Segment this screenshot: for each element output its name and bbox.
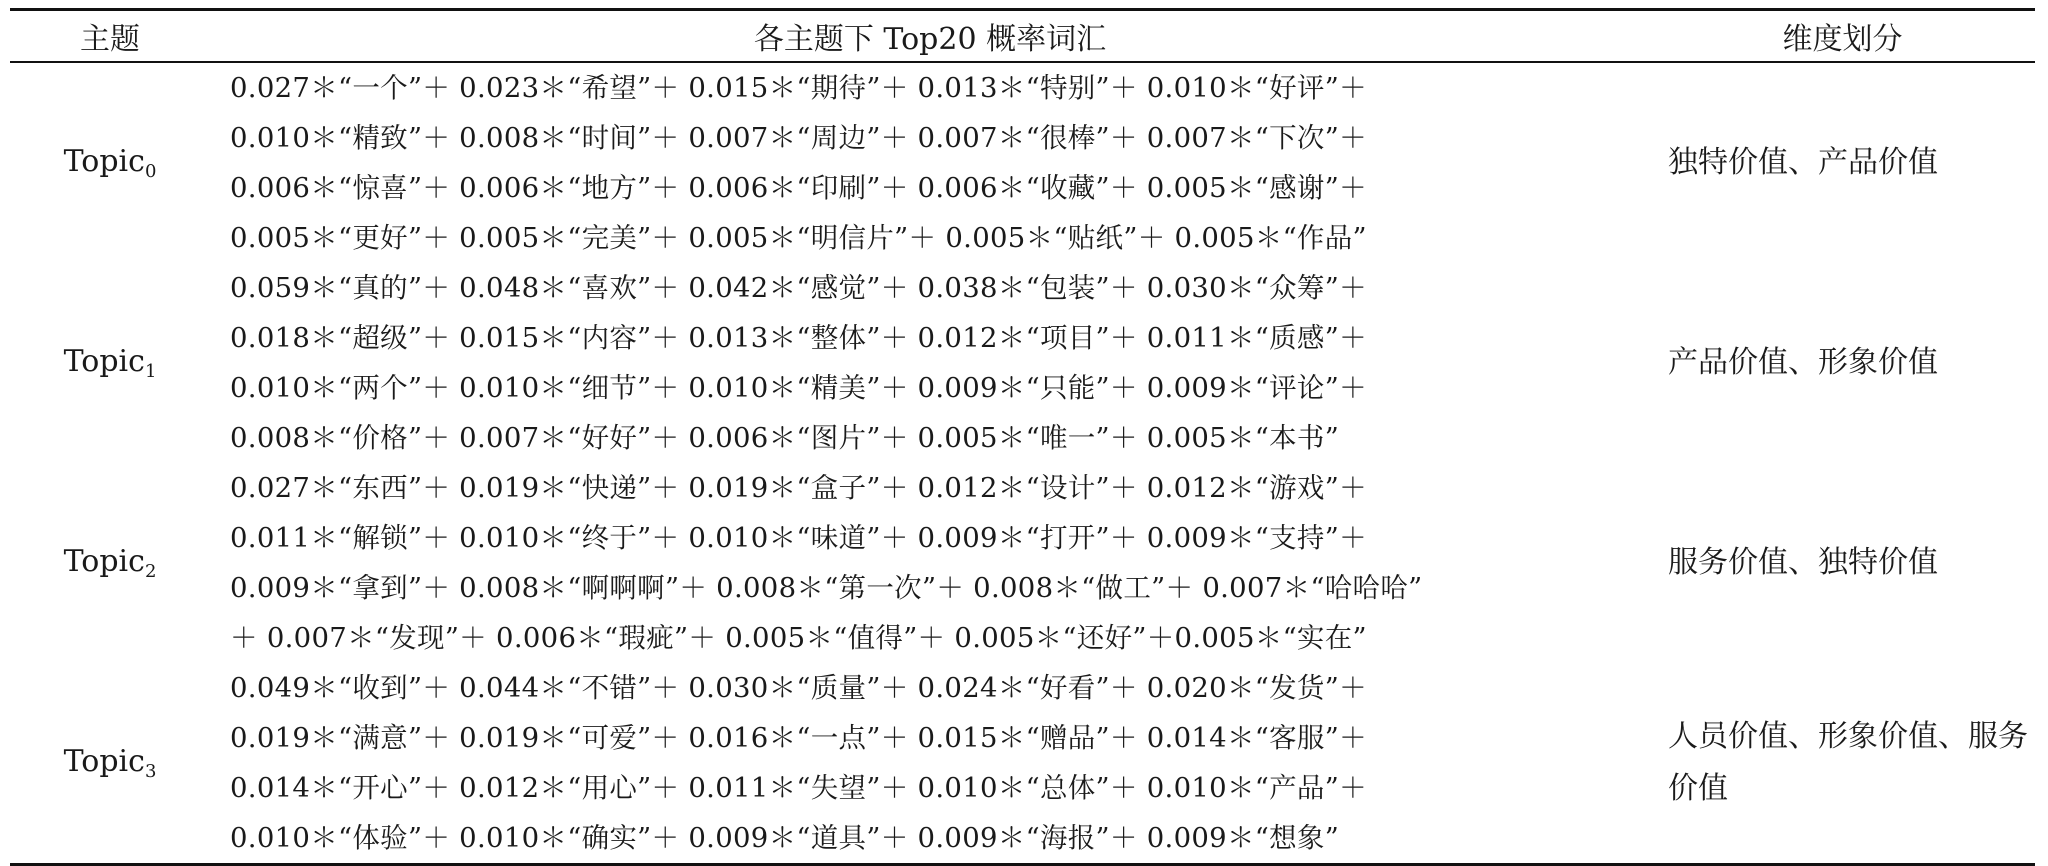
word-line: 0.006＊“惊喜”＋ 0.006＊“地方”＋ 0.006＊“印刷”＋ 0.006＊“收藏”＋ 0.005＊“感谢”＋ (230, 172, 1367, 204)
topic-words (210, 263, 1650, 463)
word-line: 0.008＊“价格”＋ 0.007＊“好好”＋ 0.006＊“图片”＋ 0.005＊“唯一”＋ 0.005＊“本书” (230, 422, 1340, 454)
topic-label (10, 544, 210, 582)
word-line: 0.014＊“开心”＋ 0.012＊“用心”＋ 0.011＊“失望”＋ 0.010＊“总体”＋ 0.010＊“产品”＋ (230, 772, 1367, 804)
topic-name: Topic (63, 544, 145, 579)
topic-label (10, 144, 210, 182)
topic-index: 2 (144, 561, 157, 582)
word-line: 0.010＊“精致”＋ 0.008＊“时间”＋ 0.007＊“周边”＋ 0.007＊“很棒”＋ 0.007＊“下次”＋ (230, 122, 1367, 154)
word-line: 0.059＊“真的”＋ 0.048＊“喜欢”＋ 0.042＊“感觉”＋ 0.038＊“包装”＋ 0.030＊“众筹”＋ (230, 272, 1367, 304)
table-row-topic-0 (10, 63, 2035, 263)
header-topic: 主题 (80, 22, 140, 57)
word-line: 0.018＊“超级”＋ 0.015＊“内容”＋ 0.013＊“整体”＋ 0.012＊“项目”＋ 0.011＊“质感”＋ (230, 322, 1367, 354)
dimension-label: 人员价值、形象价值、服务价值 (1668, 719, 2028, 806)
word-line: 0.010＊“两个”＋ 0.010＊“细节”＋ 0.010＊“精美”＋ 0.009＊“只能”＋ 0.009＊“评论”＋ (230, 372, 1367, 404)
word-line: 0.011＊“解锁”＋ 0.010＊“终于”＋ 0.010＊“味道”＋ 0.009＊“打开”＋ 0.009＊“支持”＋ (230, 522, 1367, 554)
word-line: 0.027＊“东西”＋ 0.019＊“快递”＋ 0.019＊“盒子”＋ 0.012＊“设计”＋ 0.012＊“游戏”＋ (230, 472, 1367, 504)
topic-label (10, 344, 210, 382)
dimension-label: 产品价值、形象价值 (1668, 345, 1938, 380)
topic-label (10, 744, 210, 782)
topic-table (10, 8, 2035, 866)
header-top20-words: 各主题下 Top20 概率词汇 (753, 22, 1107, 57)
topic-index: 0 (144, 161, 157, 182)
header-dimension: 维度划分 (1782, 22, 1903, 57)
topic-name: Topic (63, 144, 145, 179)
word-line: 0.027＊“一个”＋ 0.023＊“希望”＋ 0.015＊“期待”＋ 0.013＊“特别”＋ 0.010＊“好评”＋ (230, 72, 1367, 104)
word-line: 0.009＊“拿到”＋ 0.008＊“啊啊啊”＋ 0.008＊“第一次”＋ 0.008＊“做工”＋ 0.007＊“哈哈哈” (230, 572, 1423, 604)
topic-name: Topic (63, 344, 145, 379)
table-header-row (10, 11, 2035, 63)
topic-words (210, 463, 1650, 663)
topic-index: 3 (144, 761, 157, 782)
table-row-topic-3 (10, 663, 2035, 863)
word-line: 0.049＊“收到”＋ 0.044＊“不错”＋ 0.030＊“质量”＋ 0.024＊“好看”＋ 0.020＊“发货”＋ (230, 672, 1367, 704)
topic-name: Topic (63, 744, 145, 779)
topic-index: 1 (144, 361, 157, 382)
dimension-label: 服务价值、独特价值 (1668, 545, 1938, 580)
word-line: 0.005＊“更好”＋ 0.005＊“完美”＋ 0.005＊“明信片”＋ 0.005＊“贴纸”＋ 0.005＊“作品” (230, 222, 1367, 254)
word-line: ＋ 0.007＊“发现”＋ 0.006＊“瑕疵”＋ 0.005＊“值得”＋ 0.005＊“还好”＋0.005＊“实在” (230, 622, 1367, 654)
dimension-label: 独特价值、产品价值 (1668, 145, 1938, 180)
topic-words (210, 663, 1650, 863)
table-row-topic-2 (10, 463, 2035, 663)
word-line: 0.010＊“体验”＋ 0.010＊“确实”＋ 0.009＊“道具”＋ 0.009＊“海报”＋ 0.009＊“想象” (230, 822, 1340, 854)
table-row-topic-1 (10, 263, 2035, 463)
topic-words (210, 63, 1650, 263)
word-line: 0.019＊“满意”＋ 0.019＊“可爱”＋ 0.016＊“一点”＋ 0.015＊“赠品”＋ 0.014＊“客服”＋ (230, 722, 1367, 754)
